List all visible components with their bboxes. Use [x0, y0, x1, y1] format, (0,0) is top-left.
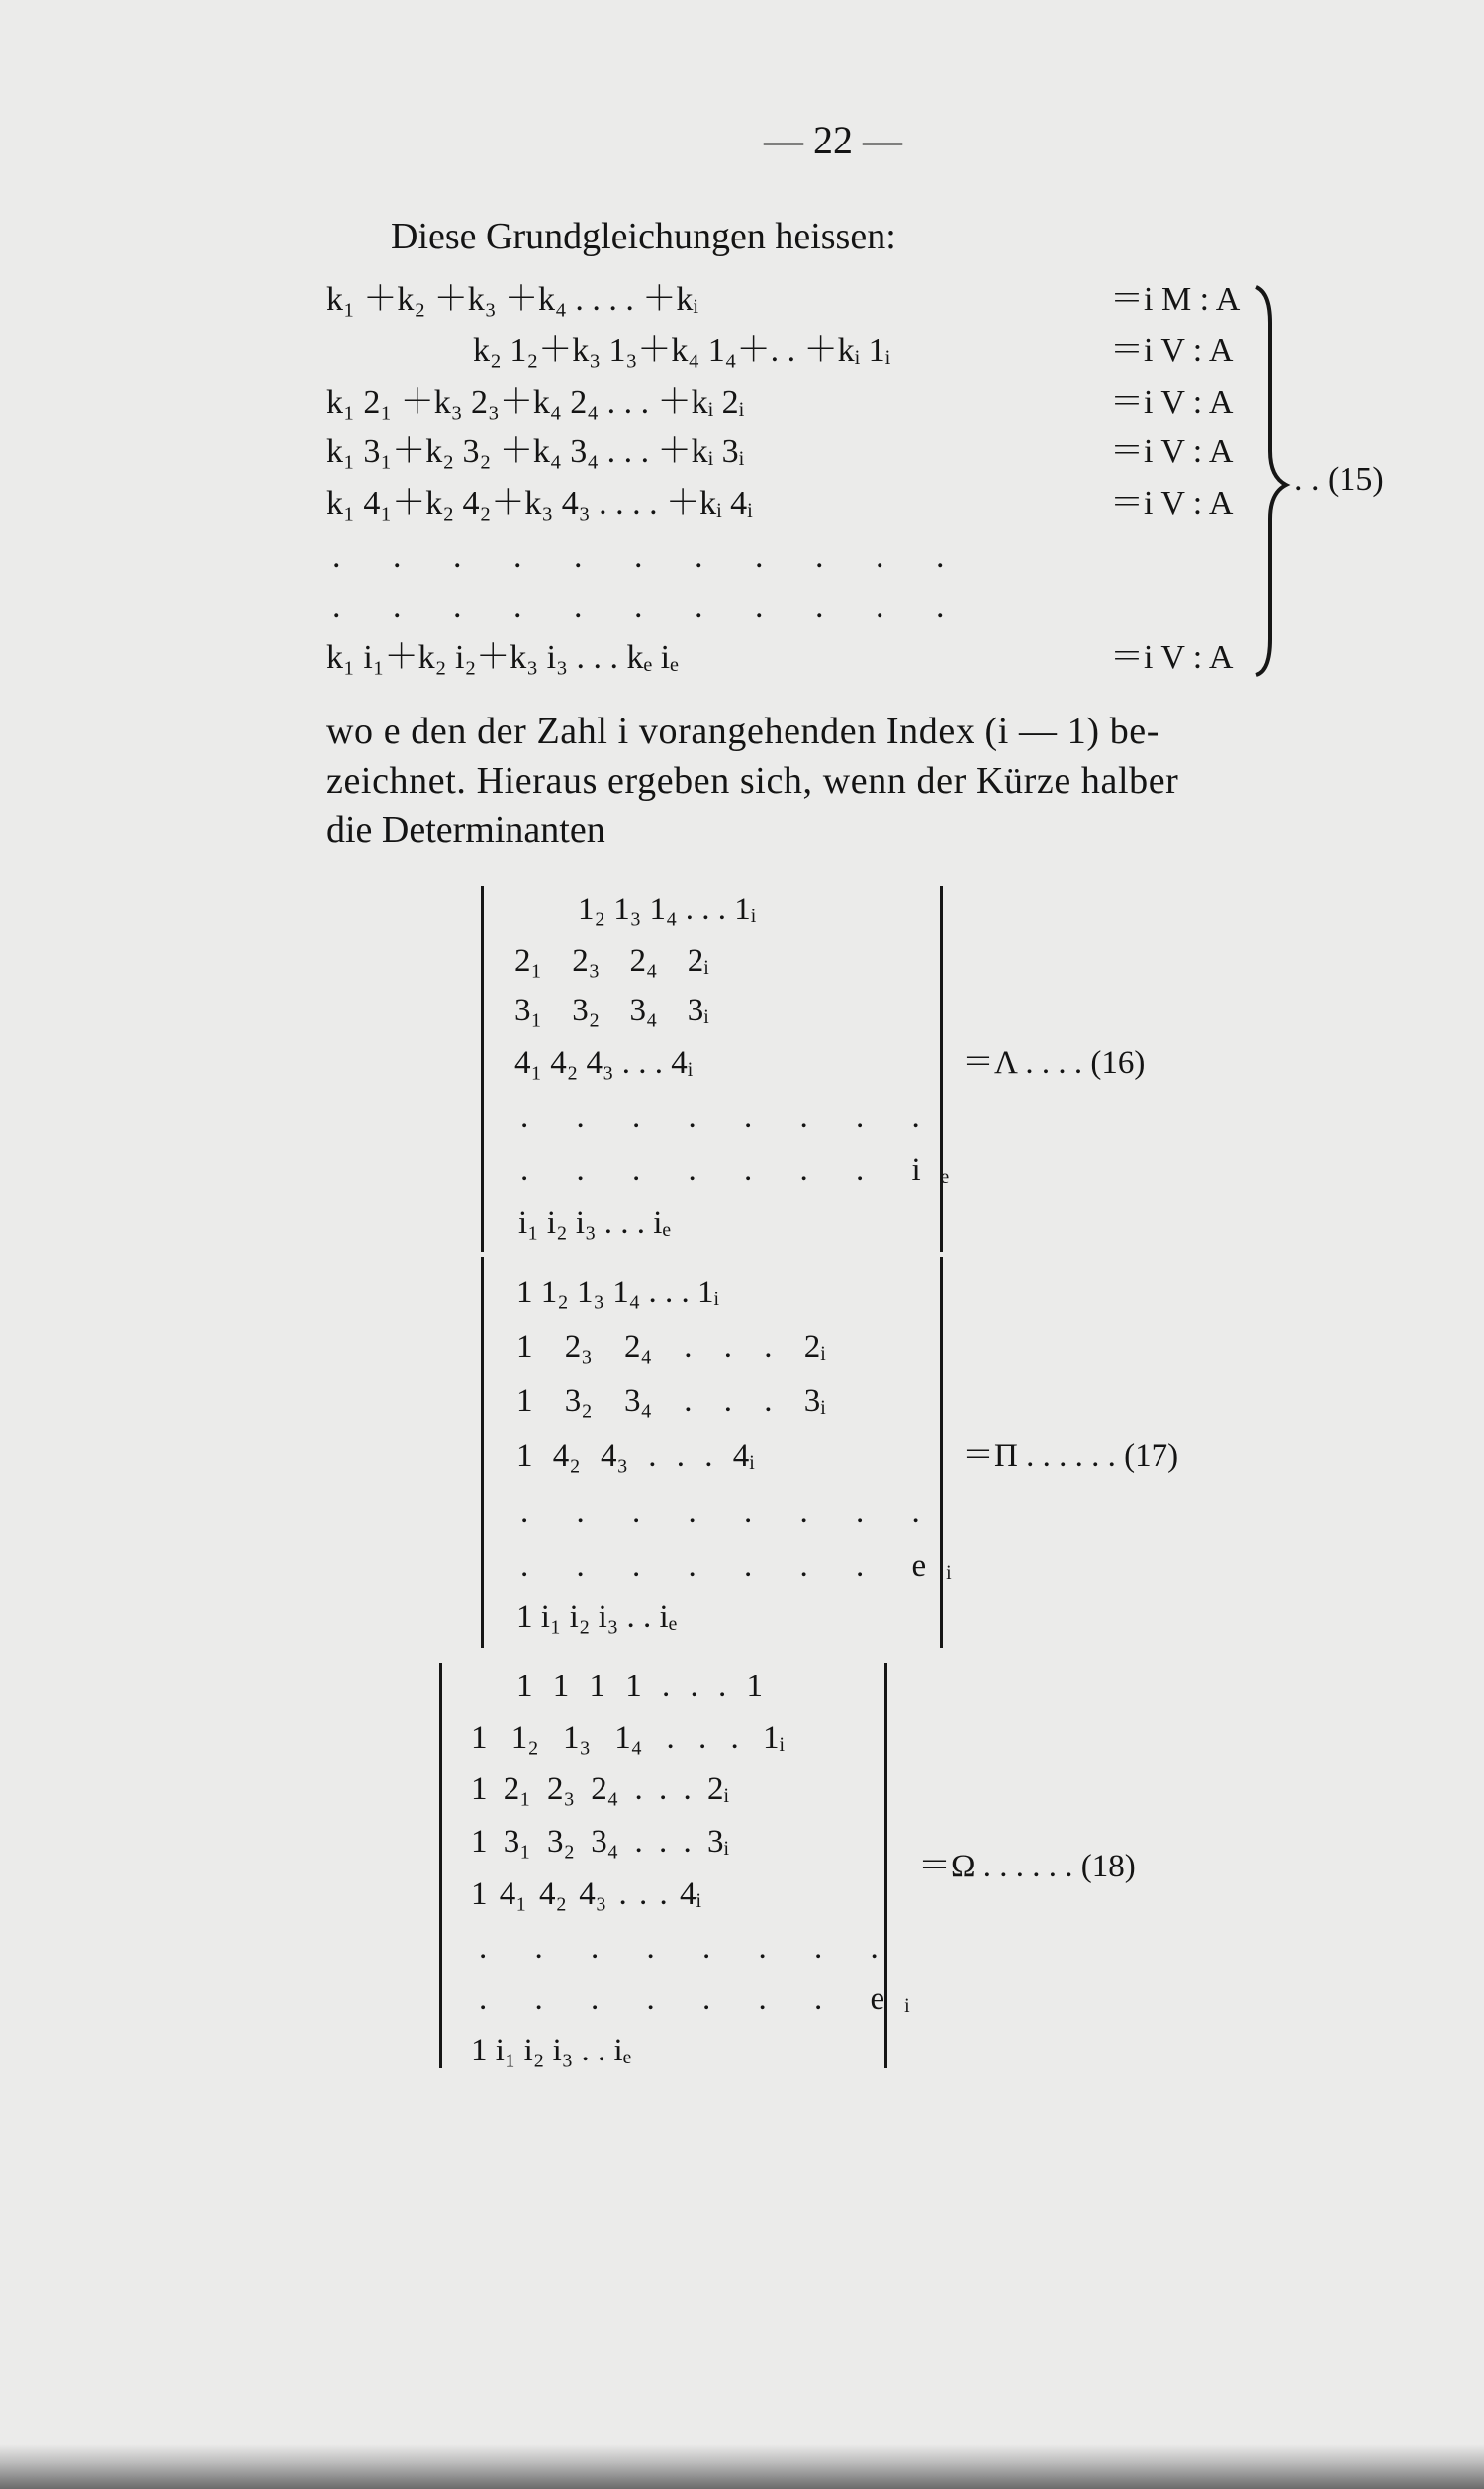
det18-rhs: ＝Ω . . . . . . (18): [918, 1849, 1136, 1884]
det18-row: 1 1 1 1 . . . 1: [516, 1669, 763, 1704]
det18-row: 1 3₁ 3₂ 3₄ . . . 3ᵢ: [471, 1824, 729, 1860]
paragraph-line: die Determinanten: [326, 810, 605, 851]
det17-dots: . . . . . . . .: [520, 1494, 940, 1530]
det18-left-bar: [439, 1663, 442, 2068]
det17-left-bar: [481, 1257, 484, 1648]
eq15-row-right: ＝i V : A: [1110, 485, 1234, 522]
det16-row: i₁ i₂ i₃ . . . iₑ: [518, 1205, 671, 1241]
det17-row: 1 2₃ 2₄ . . . 2ᵢ: [516, 1329, 826, 1365]
det17-dots: . . . . . . . eᵢ: [520, 1548, 972, 1583]
det17-row: 1 i₁ i₂ i₃ . . iₑ: [516, 1599, 678, 1635]
det17-right-bar: [940, 1257, 943, 1648]
det18-row: 1 i₁ i₂ i₃ . . iₑ: [471, 2033, 632, 2068]
eq15-row-left: k₁ i₁＋k₂ i₂＋k₃ i₃ . . . kₑ iₑ: [326, 639, 679, 676]
det18-row: 1 2₁ 2₃ 2₄ . . . 2ᵢ: [471, 1771, 729, 1807]
eq15-row-left: k₁ ＋k₂ ＋k₃ ＋k₄ . . . . ＋kᵢ: [326, 281, 698, 318]
det16-row: 3₁ 3₂ 3₄ 3ᵢ: [514, 993, 709, 1028]
eq15-row-right: ＝i V : A: [1110, 333, 1234, 369]
det18-row: 1 4₁ 4₂ 4₃ . . . 4ᵢ: [471, 1876, 701, 1912]
det17-row: 1 4₂ 4₃ . . . 4ᵢ: [516, 1438, 755, 1474]
eq15-row-left: k₁ 3₁＋k₂ 3₂ ＋k₄ 3₄ . . . ＋kᵢ 3ᵢ: [326, 433, 745, 470]
right-brace: [1252, 283, 1296, 679]
det17-row: 1 1₂ 1₃ 1₄ . . . 1ᵢ: [516, 1275, 719, 1310]
det16-rhs: ＝Λ . . . . (16): [962, 1045, 1146, 1081]
scan-bottom-edge: [0, 2444, 1484, 2489]
paragraph-line: zeichnet. Hieraus ergeben sich, wenn der Kürze halber: [326, 760, 1179, 802]
det16-dots: . . . . . . . .: [520, 1100, 940, 1135]
det16-row: 2₁ 2₃ 2₄ 2ᵢ: [514, 943, 709, 979]
det16-row: 4₁ 4₂ 4₃ . . . 4ᵢ: [514, 1045, 694, 1081]
det18-dots: . . . . . . . eᵢ: [479, 1981, 930, 2017]
eq15-row-right: ＝i V : A: [1110, 384, 1234, 421]
det17-rhs: ＝Π . . . . . . (17): [962, 1438, 1179, 1474]
eq15-row-right: ＝i M : A: [1110, 281, 1241, 318]
det16-dots: . . . . . . . iₑ: [520, 1152, 970, 1188]
det16-right-bar: [940, 886, 943, 1252]
eq15-row-left: k₁ 2₁ ＋k₃ 2₃＋k₄ 2₄ . . . ＋kᵢ 2ᵢ: [326, 384, 745, 421]
det18-dots: . . . . . . . .: [479, 1930, 898, 1965]
det17-row: 1 3₂ 3₄ . . . 3ᵢ: [516, 1384, 826, 1419]
eq15-dots-row: . . . . . . . . . . .: [332, 538, 967, 575]
det16-row: 1₂ 1₃ 1₄ . . . 1ᵢ: [578, 892, 757, 927]
eq15-row-right: ＝i V : A: [1110, 433, 1234, 470]
eq15-row-left: k₁ 4₁＋k₂ 4₂＋k₃ 4₃ . . . . ＋kᵢ 4ᵢ: [326, 485, 753, 522]
eq15-dots-row: . . . . . . . . . . .: [332, 588, 967, 624]
eq15-label: . . (15): [1294, 461, 1384, 498]
paragraph-line: wo e den der Zahl i vorangehenden Index (i — 1) be-: [326, 711, 1160, 752]
intro-line: Diese Grundgleichungen heissen:: [391, 216, 896, 257]
det16-left-bar: [481, 886, 484, 1252]
eq15-row-left: k₂ 1₂＋k₃ 1₃＋k₄ 1₄＋. . ＋kᵢ 1ᵢ: [473, 333, 891, 369]
det18-row: 1 1₂ 1₃ 1₄ . . . 1ᵢ: [471, 1720, 785, 1756]
page-number: — 22 —: [764, 118, 902, 162]
eq15-row-right: ＝i V : A: [1110, 639, 1234, 676]
